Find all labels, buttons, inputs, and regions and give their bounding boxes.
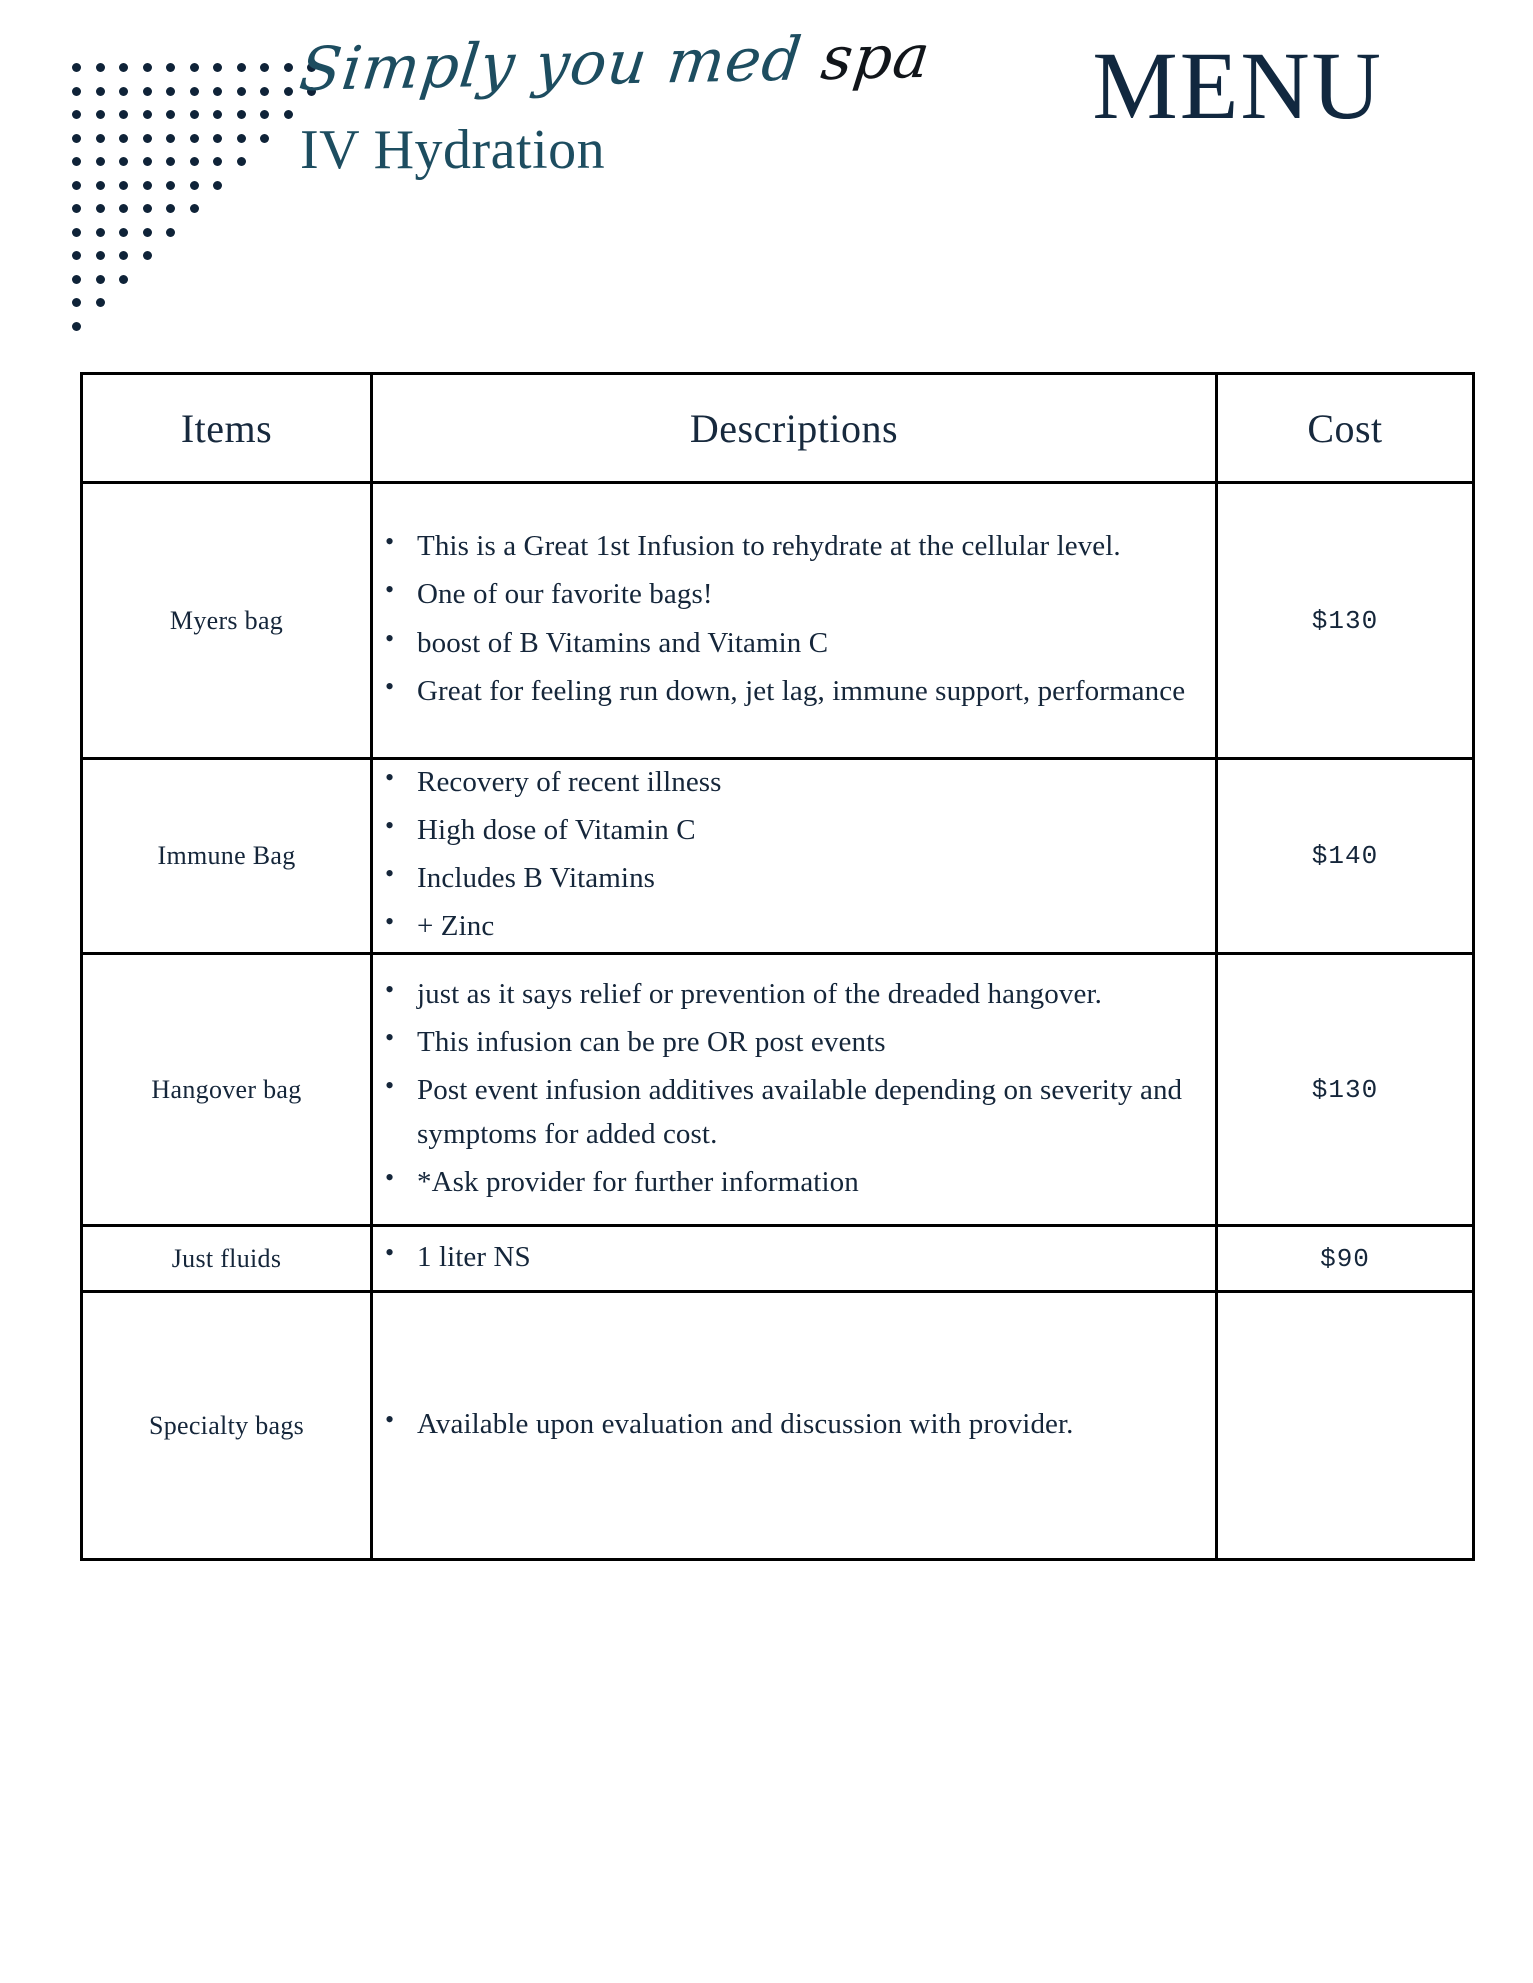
logo-dot <box>237 110 246 119</box>
description-bullet: • One of our favorite bags! <box>417 572 1215 616</box>
table-row <box>82 483 1474 759</box>
logo-dot <box>96 87 105 96</box>
logo-dot-row <box>72 56 272 80</box>
table-header-row <box>82 374 1474 483</box>
logo-dot <box>166 87 175 96</box>
column-header-cost: Cost <box>1217 374 1474 483</box>
description-bullet: • 1 liter NS <box>417 1235 1215 1279</box>
description-bullet-list <box>373 1402 1215 1446</box>
item-name-cell: Specialty bags <box>82 1292 372 1560</box>
logo-dot <box>143 87 152 96</box>
logo-dot <box>72 181 81 190</box>
logo-dot <box>190 87 199 96</box>
logo-dot <box>143 110 152 119</box>
logo-dot <box>213 134 222 143</box>
cost-cell: $130 <box>1217 954 1474 1226</box>
logo-dot-row <box>72 291 272 315</box>
logo-dot <box>96 181 105 190</box>
description-cell <box>372 954 1217 1226</box>
logo-dot <box>284 63 293 72</box>
description-cell <box>372 1292 1217 1560</box>
logo-dot <box>143 251 152 260</box>
logo-dot <box>166 157 175 166</box>
table-row <box>82 759 1474 954</box>
description-bullet-list <box>373 1235 1215 1279</box>
logo-dot <box>96 228 105 237</box>
logo-dot <box>260 63 269 72</box>
table-row <box>82 1292 1474 1560</box>
description-cell <box>372 483 1217 759</box>
logo-dot <box>119 134 128 143</box>
logo-dot <box>72 110 81 119</box>
logo-dot <box>96 251 105 260</box>
logo-dot <box>237 87 246 96</box>
brand-subtitle: IV Hydration <box>300 119 606 181</box>
logo-dot-row <box>72 268 272 292</box>
logo-dot-row <box>72 221 272 245</box>
page-header <box>0 0 1533 270</box>
logo-dot <box>119 157 128 166</box>
logo-dot <box>143 157 152 166</box>
logo-dot <box>190 204 199 213</box>
logo-dot <box>190 157 199 166</box>
logo-dot <box>190 181 199 190</box>
logo-dot <box>72 204 81 213</box>
cost-cell: $130 <box>1217 483 1474 759</box>
table-row <box>82 1226 1474 1292</box>
page-title: MENU <box>1092 32 1383 139</box>
logo-dot <box>96 134 105 143</box>
logo-dot <box>213 157 222 166</box>
logo-dot-row <box>72 150 272 174</box>
description-cell <box>372 759 1217 954</box>
brand-block <box>295 21 935 181</box>
logo-dot <box>143 228 152 237</box>
logo-dot <box>96 157 105 166</box>
logo-dot <box>72 134 81 143</box>
logo-dot <box>166 228 175 237</box>
logo-dot-row <box>72 315 272 339</box>
logo-dot-row <box>72 197 272 221</box>
triangle-dot-grid-logo <box>72 56 272 266</box>
description-bullet: • Recovery of recent illness <box>417 760 1215 804</box>
logo-dot <box>96 63 105 72</box>
logo-dot-row <box>72 244 272 268</box>
logo-dot <box>166 63 175 72</box>
logo-dot <box>96 204 105 213</box>
brand-script-wordmark <box>295 21 935 105</box>
description-bullet: • *Ask provider for further information <box>417 1160 1215 1204</box>
description-bullet: • boost of B Vitamins and Vitamin C <box>417 621 1215 665</box>
logo-dot-row <box>72 174 272 198</box>
logo-dot <box>213 110 222 119</box>
description-bullet: • just as it says relief or prevention of the dreaded hangover. <box>417 972 1215 1016</box>
description-bullet: • + Zinc <box>417 904 1215 948</box>
table-row <box>82 954 1474 1226</box>
description-bullet-list <box>373 972 1215 1204</box>
column-header-descriptions: Descriptions <box>372 374 1217 483</box>
logo-dot <box>143 134 152 143</box>
logo-dot <box>96 275 105 284</box>
description-bullet: • Includes B Vitamins <box>417 856 1215 900</box>
logo-dot <box>143 204 152 213</box>
cost-cell: $90 <box>1217 1226 1474 1292</box>
brand-script-main: Simply you med <box>295 24 806 105</box>
menu-table <box>80 372 1475 1561</box>
logo-dot <box>119 251 128 260</box>
item-name-cell: Myers bag <box>82 483 372 759</box>
description-bullet: • This is a Great 1st Infusion to rehydrate at the cellular level. <box>417 524 1215 568</box>
logo-dot <box>72 228 81 237</box>
logo-dot <box>72 157 81 166</box>
logo-dot <box>119 275 128 284</box>
logo-dot <box>72 87 81 96</box>
logo-dot <box>213 181 222 190</box>
logo-dot <box>213 87 222 96</box>
logo-dot <box>119 110 128 119</box>
column-header-items: Items <box>82 374 372 483</box>
logo-dot <box>190 134 199 143</box>
logo-dot <box>237 157 246 166</box>
logo-dot <box>72 251 81 260</box>
cost-cell <box>1217 1292 1474 1560</box>
logo-dot <box>119 63 128 72</box>
description-bullet: • Great for feeling run down, jet lag, immune support, performance <box>417 669 1215 713</box>
logo-dot <box>284 110 293 119</box>
logo-dot <box>119 181 128 190</box>
logo-dot-row <box>72 80 272 104</box>
item-name-cell: Hangover bag <box>82 954 372 1226</box>
logo-dot <box>72 298 81 307</box>
table-body <box>82 483 1474 1560</box>
logo-dot <box>166 204 175 213</box>
logo-dot <box>237 134 246 143</box>
logo-dot <box>119 228 128 237</box>
brand-script-tail: spa <box>797 21 935 95</box>
logo-dot <box>284 87 293 96</box>
logo-dot <box>143 63 152 72</box>
logo-dot <box>166 181 175 190</box>
logo-dot <box>143 181 152 190</box>
logo-dot <box>237 63 246 72</box>
description-bullet: • Post event infusion additives available depending on severity and symptoms for added cost. <box>417 1068 1215 1156</box>
logo-dot <box>213 63 222 72</box>
logo-dot <box>166 110 175 119</box>
description-bullet: • High dose of Vitamin C <box>417 808 1215 852</box>
description-bullet: • Available upon evaluation and discussion with provider. <box>417 1402 1215 1446</box>
logo-dot <box>96 110 105 119</box>
logo-dot <box>166 134 175 143</box>
item-name-cell: Just fluids <box>82 1226 372 1292</box>
logo-dot <box>260 87 269 96</box>
description-cell <box>372 1226 1217 1292</box>
description-bullet-list <box>373 524 1215 712</box>
logo-dot <box>72 63 81 72</box>
logo-dot-row <box>72 127 272 151</box>
description-bullet-list <box>373 760 1215 948</box>
logo-dot <box>190 63 199 72</box>
logo-dot <box>119 87 128 96</box>
logo-dot <box>190 110 199 119</box>
description-bullet: • This infusion can be pre OR post events <box>417 1020 1215 1064</box>
logo-dot <box>260 110 269 119</box>
logo-dot-row <box>72 103 272 127</box>
item-name-cell: Immune Bag <box>82 759 372 954</box>
logo-dot <box>260 134 269 143</box>
logo-dot <box>72 322 81 331</box>
logo-dot <box>72 275 81 284</box>
logo-dot <box>119 204 128 213</box>
logo-dot <box>96 298 105 307</box>
menu-table-container <box>80 372 1472 1561</box>
cost-cell: $140 <box>1217 759 1474 954</box>
